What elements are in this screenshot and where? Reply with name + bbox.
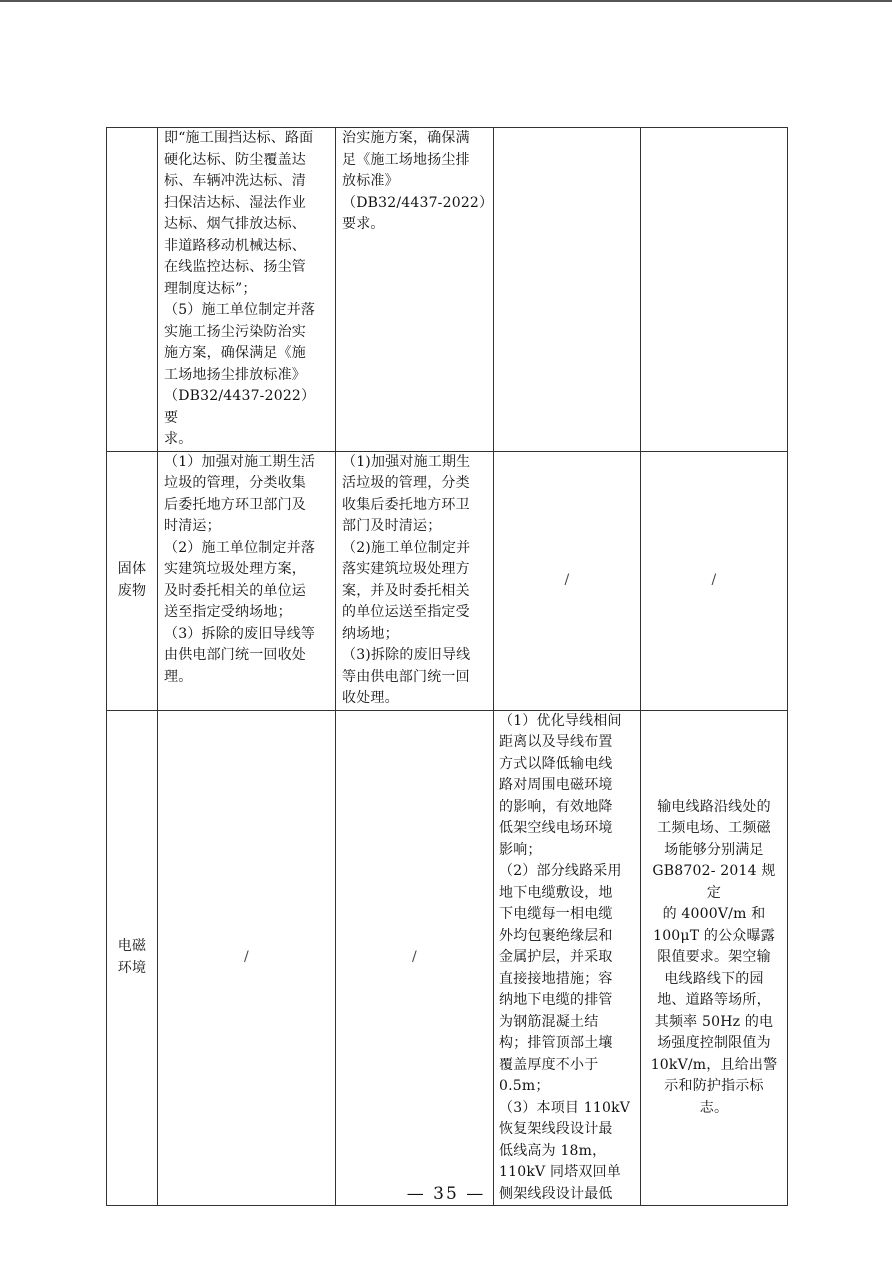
text-line: 活垃圾的管理，分类 [342,475,470,491]
text-line: 覆盖厚度不小于 [499,1056,599,1073]
category-label: 电磁 环境 [117,938,147,976]
text-line: 硬化达标、防尘覆盖达 [164,151,306,168]
text-line: 收集后委托地方环卫 [342,496,470,513]
text-line: 足《施工场地扬尘排 [342,151,470,168]
text-line: 其频率 50Hz 的电 [654,1013,774,1030]
text-line: （1）加强对施工期生活 [164,453,316,470]
category-cell-solid-waste [107,451,158,710]
implementation-cell [336,451,494,710]
construction-measures-cell [158,451,336,710]
text-line: 部门及时清运； [342,518,442,534]
text-line: 的单位运送至指定受 [342,604,470,620]
text-line: 实施工扬尘污染防治实 [164,323,306,340]
text-line: 即“施工围挡达标、路面 [164,130,314,146]
text-line: 10kV/m，且给出警 [650,1056,778,1073]
construction-measures-cell [158,128,336,452]
text-line: 的 4000V/m 和 [662,906,766,922]
text-line: 纳场地； [342,625,399,642]
text-line: 电线路线下的园 [664,970,764,987]
text-line: （5）施工单位制定并落 [164,302,316,318]
text-line: 0.5m； [499,1078,550,1094]
text-line: 示和防护指示标 [664,1078,764,1094]
text-line: 距离以及导线布置 [499,734,613,750]
text-line: 时清运； [164,518,221,534]
text-line: 施方案，确保满足《施 [164,345,306,361]
text-line: 等由供电部门统一回 [342,668,470,685]
text-line: 场能够分别满足 [664,841,764,858]
text-line: 地、道路等场所， [657,992,771,1008]
text-line: 后委托地方环卫部门及 [164,496,306,513]
text-line: （2）部分线路采用 [499,863,622,879]
text-line: （1)加强对施工期生 [342,453,471,470]
text-line: 扫保洁达标、湿法作业 [164,194,306,211]
text-line: 求。 [164,431,193,447]
category-cell-electromagnetic [107,710,158,1206]
operation-measures-cell: / [494,451,641,710]
text-line: 送至指定受纳场地； [164,604,292,620]
text-line: 工频电场、工频磁 [657,820,771,836]
construction-measures-cell: / [158,710,336,1206]
text-line: 的影响，有效地降 [499,798,613,815]
operation-effect-cell [641,710,788,1206]
text-line: 要求。 [342,216,385,232]
text-line: 恢复架线段设计最 [499,1121,613,1137]
top-rule [0,0,892,2]
table-row-electromagnetic [107,710,788,1206]
text-line: 构；排管顶部土壤 [499,1035,613,1051]
text-line: 标、车辆冲洗达标、清 [164,173,306,189]
text-line: 路对周围电磁环境 [499,777,613,793]
text-line: 输电线路沿线处的 [657,798,771,815]
operation-measures-cell [494,710,641,1206]
text-line: （DB32/4437-2022） [342,194,494,211]
text-line: 落实建筑垃圾处理方 [342,561,470,577]
text-line: 非道路移动机械达标、 [164,237,306,254]
text-line: （3)拆除的废旧导线 [342,647,471,663]
text-line: （1）优化导线相间 [499,712,622,729]
text-line: 方式以降低输电线 [499,755,613,772]
text-line: 工场地扬尘排放标准》 [164,366,306,383]
text-line: 限值要求。架空输 [657,949,771,965]
table-row-dust-continued [107,128,788,452]
implementation-cell: / [336,710,494,1206]
text-line: 金属护层，并采取 [499,949,613,965]
text-line: 外均包裹绝缘层和 [499,927,613,944]
text-line: 放标准》 [342,173,399,189]
operation-measures-cell [494,128,641,452]
text-line: （3）本项目 110kV [499,1099,631,1116]
text-line: 垃圾的管理，分类收集 [164,475,306,491]
text-line: 志。 [699,1099,729,1116]
text-line: 收处理。 [342,690,399,706]
text-line: 直接接地措施；容 [499,970,613,987]
category-cell-empty [107,128,158,452]
text-line: 地下电缆敷设，地 [499,884,613,901]
operation-effect-cell: / [641,451,788,710]
text-line: 侧架线段设计最低 [499,1185,613,1202]
text-line: 110kV 同塔双回单 [499,1164,621,1180]
text-line: 场强度控制限值为 [657,1035,771,1051]
page-number: — 35 — [406,1184,486,1204]
operation-effect-cell [641,128,788,452]
implementation-cell [336,128,494,452]
text-line: 实建筑垃圾处理方案， [164,561,306,577]
text-line: GB8702- 2014 规定 [652,863,776,901]
text-line: 下电缆每一相电缆 [499,906,613,922]
text-line: 及时委托相关的单位运 [164,582,306,599]
text-line: 低线高为 18m， [499,1142,607,1159]
text-line: 为钢筋混凝土结 [499,1013,599,1030]
text-line: 影响； [499,841,542,858]
text-line: 理制度达标”； [164,280,257,297]
text-line: 在线监控达标、扬尘管 [164,259,306,275]
text-line: （3）拆除的废旧导线等 [164,625,316,642]
text-line: 由供电部门统一回收处 [164,647,306,663]
table-row-solid-waste [107,451,788,710]
text-line: （2)施工单位制定并 [342,539,471,556]
text-line: 治实施方案，确保满 [342,130,470,146]
text-line: 案，并及时委托相关 [342,582,470,599]
category-label: 固体 废物 [117,561,147,599]
text-line: 100μT 的公众曝露 [653,927,775,944]
environmental-measures-table [106,127,788,1206]
text-line: （2）施工单位制定并落 [164,539,316,556]
text-line: 达标、烟气排放达标、 [164,216,306,232]
text-line: 纳地下电缆的排管 [499,992,613,1008]
text-line: 理。 [164,668,193,685]
text-line: （DB32/4437-2022）要 [164,388,316,426]
text-line: 低架空线电场环境 [499,820,613,836]
